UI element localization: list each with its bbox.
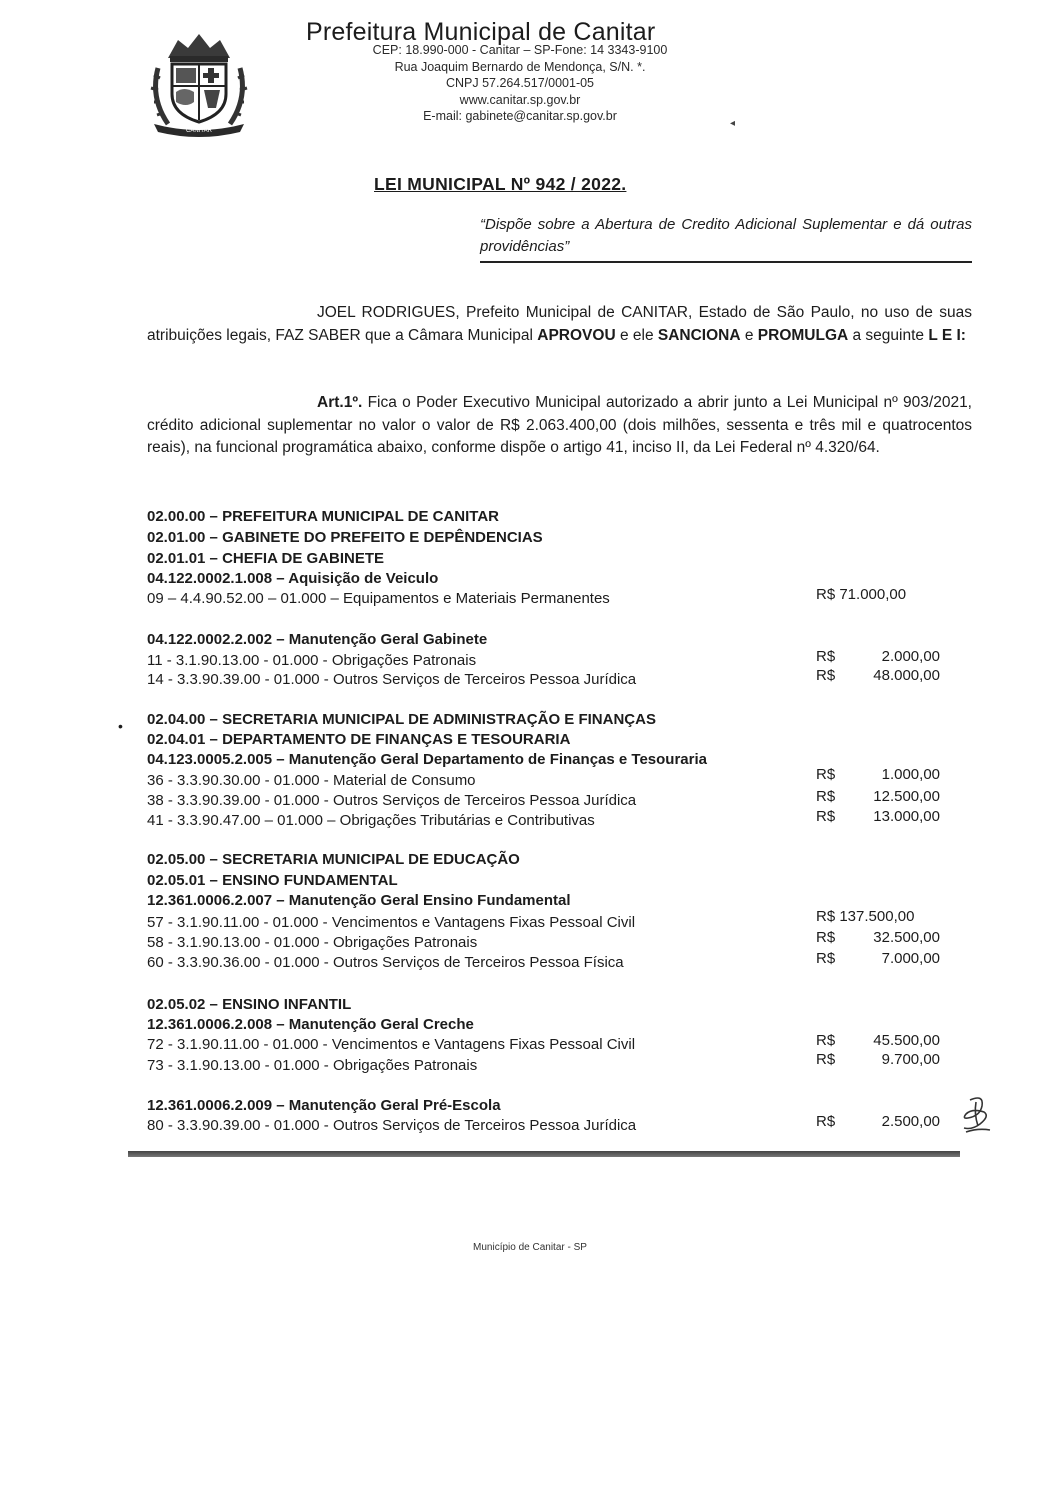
budget-amount: 2.500,00: [881, 1113, 940, 1130]
header-address: Rua Joaquim Bernardo de Mendonça, S/N. *.: [394, 59, 646, 74]
budget-line: 72 - 3.1.90.11.00 - 01.000 - Vencimentos e Vantagens Fixas Pessoal Civil: [147, 1036, 636, 1053]
budget-currency: R$: [816, 808, 836, 825]
budget-heading: 02.04.00 – SECRETARIA MUNICIPAL DE ADMINISTRAÇÃO E FINANÇAS: [147, 711, 656, 728]
budget-currency: R$: [816, 929, 836, 946]
budget-line: 73 - 3.1.90.13.00 - 01.000 - Obrigações Patronais: [147, 1057, 478, 1074]
budget-amount: R$ 137.500,00: [816, 908, 915, 925]
budget-heading: 02.01.01 – CHEFIA DE GABINETE: [147, 550, 385, 567]
budget-heading: 02.05.01 – ENSINO FUNDAMENTAL: [147, 872, 398, 889]
mayor-name: JOEL RODRIGUES,: [317, 304, 460, 321]
budget-heading: 02.04.01 – DEPARTAMENTO DE FINANÇAS E TESOURARIA: [147, 731, 571, 748]
budget-amount: 9.700,00: [881, 1051, 940, 1068]
budget-line: 60 - 3.3.90.36.00 - 01.000 - Outros Serviços de Terceiros Pessoa Física: [147, 954, 624, 971]
budget-heading: 04.122.0002.1.008 – Aquisição de Veiculo: [147, 570, 439, 587]
budget-heading: 02.05.02 – ENSINO INFANTIL: [147, 996, 352, 1013]
budget-amount: 13.000,00: [873, 808, 940, 825]
svg-text:CANITAR: CANITAR: [186, 128, 212, 134]
budget-amount: 7.000,00: [881, 950, 940, 967]
budget-amount: 2.000,00: [881, 648, 940, 665]
budget-currency: R$: [816, 950, 836, 967]
budget-line: 41 - 3.3.90.47.00 – 01.000 – Obrigações Tributárias e Contributivas: [147, 812, 595, 829]
budget-heading: 12.361.0006.2.009 – Manutenção Geral Pré-Escola: [147, 1097, 501, 1114]
budget-line: 57 - 3.1.90.11.00 - 01.000 - Vencimentos e Vantagens Fixas Pessoal Civil: [147, 914, 636, 931]
article-1-paragraph: Art.1º. Fica o Poder Executivo Municipal autorizado a abrir junto a Lei Municipal nº 903/2021, crédito adicional suplementar no valor o valor de R$ 2.063.400,00 (dois milhões, sessenta e três mil e quatrocentos reais), na funcional programática abaixo, conforme dispõe o artigo 41, inciso II, da Lei Federal nº 4.320/64.: [147, 394, 972, 456]
budget-currency: R$: [816, 788, 836, 805]
budget-amount: 32.500,00: [873, 929, 940, 946]
header-contact-block: [300, 42, 740, 125]
budget-line: 36 - 3.3.90.30.00 - 01.000 - Material de Consumo: [147, 772, 476, 789]
budget-currency: R$: [816, 1113, 836, 1130]
header-cnpj: CNPJ 57.264.517/0001-05: [445, 76, 595, 90]
budget-currency: R$: [816, 648, 836, 665]
municipality-title: Prefeitura Municipal de Canitar: [306, 18, 656, 46]
header-website: www.canitar.sp.gov.br: [459, 92, 581, 107]
header-cep-phone: CEP: 18.990-000 - Canitar – SP-Fone: 14 3343-9100: [372, 43, 668, 57]
budget-amount: 1.000,00: [881, 766, 940, 783]
budget-currency: R$: [816, 667, 836, 684]
budget-heading: 12.361.0006.2.007 – Manutenção Geral Ensino Fundamental: [147, 892, 571, 909]
budget-heading: 04.123.0005.2.005 – Manutenção Geral Departamento de Finanças e Tesouraria: [147, 751, 707, 768]
budget-heading: 02.05.00 – SECRETARIA MUNICIPAL DE EDUCAÇÃO: [147, 851, 520, 868]
scan-mark: ◂: [730, 118, 736, 129]
budget-line: 38 - 3.3.90.39.00 - 01.000 - Outros Serviços de Terceiros Pessoa Jurídica: [147, 792, 637, 809]
scan-dot: •: [118, 718, 123, 734]
header-email: E-mail: gabinete@canitar.sp.gov.br: [423, 109, 617, 123]
budget-heading: 02.00.00 – PREFEITURA MUNICIPAL DE CANITAR: [147, 508, 500, 525]
budget-line: 11 - 3.1.90.13.00 - 01.000 - Obrigações Patronais: [147, 652, 477, 669]
budget-amount: 48.000,00: [873, 667, 940, 684]
budget-amount: 45.500,00: [873, 1032, 940, 1049]
budget-line: 14 - 3.3.90.39.00 - 01.000 - Outros Serviços de Terceiros Pessoa Jurídica: [147, 671, 637, 688]
budget-line: 80 - 3.3.90.39.00 - 01.000 - Outros Serviços de Terceiros Pessoa Jurídica: [147, 1117, 637, 1134]
signature-rubric-icon: [960, 1092, 994, 1136]
budget-amount: 12.500,00: [873, 788, 940, 805]
budget-heading: 12.361.0006.2.008 – Manutenção Geral Creche: [147, 1016, 474, 1033]
budget-heading: 02.01.00 – GABINETE DO PREFEITO E DEPÊNDENCIAS: [147, 529, 543, 546]
budget-heading: 04.122.0002.2.002 – Manutenção Geral Gabinete: [147, 631, 488, 648]
budget-currency: R$: [816, 1032, 836, 1049]
municipal-crest-icon: [148, 28, 250, 138]
budget-amount: R$ 71.000,00: [816, 586, 907, 603]
law-title: LEI MUNICIPAL Nº 942 / 2022.: [374, 174, 627, 194]
budget-currency: R$: [816, 1051, 836, 1068]
law-ementa: “Dispõe sobre a Abertura de Credito Adicional Suplementar e dá outras providências”: [480, 214, 972, 263]
page-footer: Município de Canitar - SP: [473, 1242, 587, 1253]
preamble-paragraph: JOEL RODRIGUES, Prefeito Municipal de CANITAR, Estado de São Paulo, no uso de suas atribuições legais, FAZ SABER que a Câmara Municipal APROVOU e ele SANCIONA e PROMULGA a seguinte L E I:: [147, 304, 972, 344]
page-bottom-rule: [128, 1151, 960, 1157]
budget-line: 58 - 3.1.90.13.00 - 01.000 - Obrigações Patronais: [147, 934, 478, 951]
article-1-label: Art.1º.: [317, 394, 363, 411]
budget-line: 09 – 4.4.90.52.00 – 01.000 – Equipamentos e Materiais Permanentes: [147, 590, 610, 607]
budget-currency: R$: [816, 766, 836, 783]
